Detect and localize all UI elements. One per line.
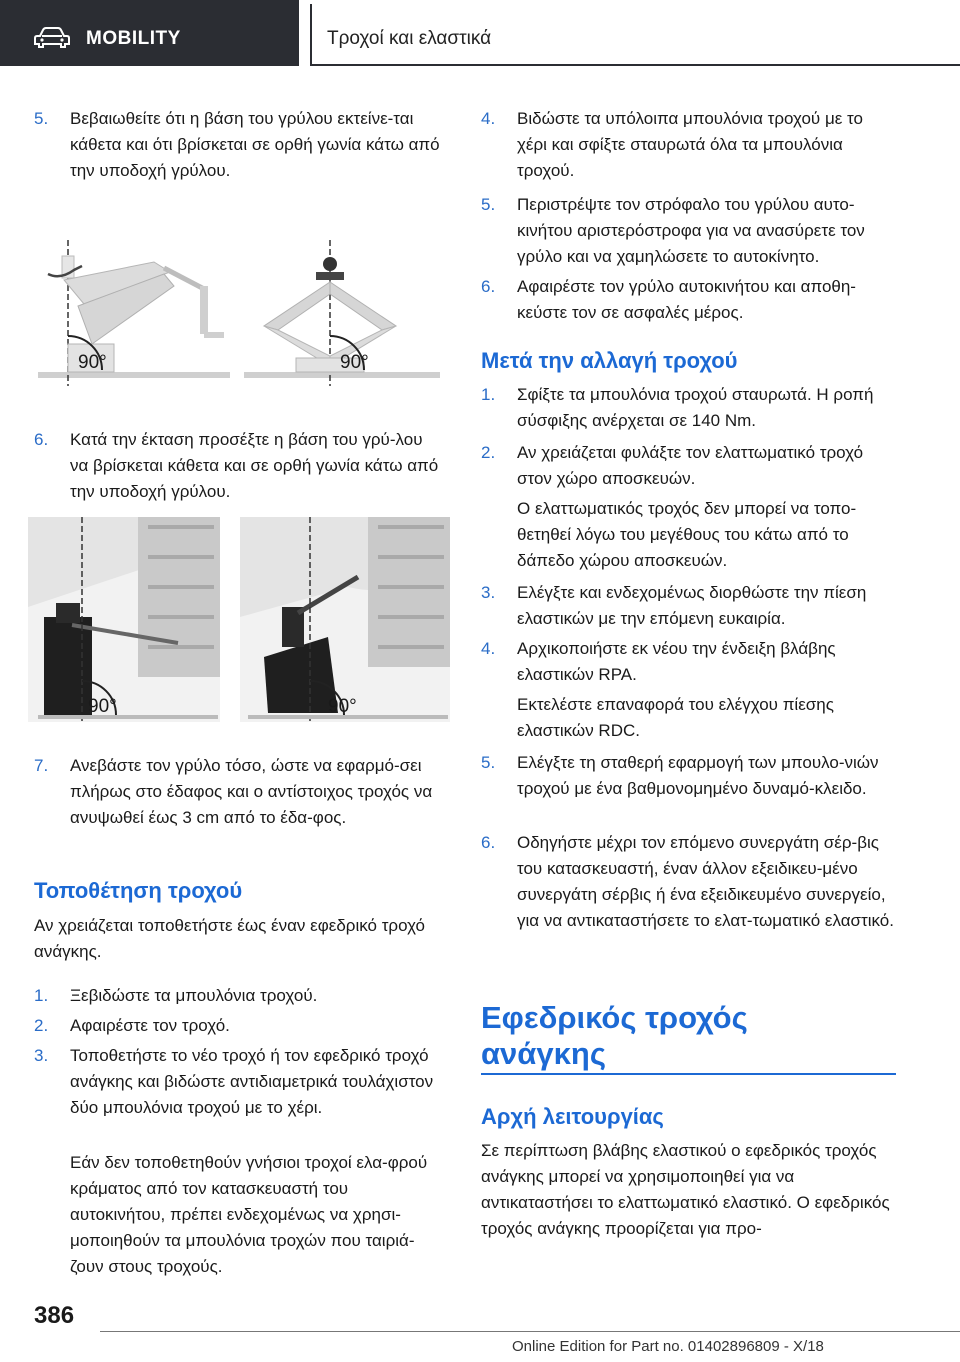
chapter-heading-line1: Εφεδρικός τροχός [481,1000,748,1035]
footer-rule [100,1331,960,1332]
step-number: 2. [34,1016,49,1035]
step-number: 7. [34,756,49,775]
principle-text: Σε περίπτωση βλάβης ελαστικού ο εφεδρικός τροχός ανάγκης μπορεί να χρησιμοποιηθεί για να αντικαταστήσει το ελαττωματικό ελαστικό. Ο εφεδρικός τροχός ανάγκης προορίζεται για προ- [481,1141,890,1238]
header-divider [310,4,312,66]
step-text: Σφίξτε τα μπουλόνια τροχού σταυρωτά. Η ροπή σύσφιξης ανέρχεται σε 140 Nm. [517,385,874,430]
note-text: Εάν δεν τοποθετηθούν γνήσιοι τροχοί ελα-φρού κράματος από τον κατασκευαστή του αυτοκινήτου, πρέπει ενδεχομένως να χρησι-μοποιηθούν τα μπουλόνια τροχών που ταιριά-ζουν στους τροχούς. [70,1153,428,1276]
section-label: MOBILITY [86,28,181,49]
step-number: 5. [34,109,49,128]
step-number: 5. [481,753,496,772]
angle-label: 90° [340,352,369,373]
step-number: 1. [481,385,496,404]
step-number: 6. [481,833,496,852]
jack-arm [330,282,396,330]
step-text: Αν χρειάζεται φυλάξτε τον ελαττωματικό τροχό στον χώρο αποσκευών. [517,443,864,488]
chapter-title: Τροχοί και ελαστικά [327,28,492,49]
step-number: 1. [34,986,49,1005]
jack-head [56,603,80,623]
angle-label: 90° [328,696,357,717]
section-heading-mount: Τοποθέτηση τροχού [34,878,243,903]
angle-label: 90° [78,352,107,373]
step-number: 5. [481,195,496,214]
jack-bolt [323,257,337,271]
step-text: Βεβαιωθείτε ότι η βάση του γρύλου εκτείνε-ται κάθετα και ότι βρίσκεται σε ορθή γωνία κάτω από την υποδοχή γρύλου. [70,109,440,180]
chapter-heading-line2: ανάγκης [481,1036,606,1071]
step-text: Ανεβάστε τον γρύλο τόσο, ώστε να εφαρμό-σει πλήρως στο έδαφος και ο αντίστοιχος τροχός να ανυψωθεί έως 3 cm από το έδα-φος. [70,756,433,827]
header-rule [310,64,960,66]
mount-intro: Αν χρειάζεται τοποθετήστε έως έναν εφεδρικό τροχό ανάγκης. [34,916,426,961]
jack-alignment-figure [34,240,444,388]
step-number: 3. [34,1046,49,1065]
angle-label: 90° [88,696,117,717]
section-heading-principle: Αρχή λειτουργίας [481,1104,664,1129]
step-number: 3. [481,583,496,602]
step-text: Ελέγξτε και ενδεχομένως διορθώστε την πίεση ελαστικών με την επόμενη ευκαιρία. [517,583,867,628]
step-number: 4. [481,639,496,658]
step-text: Οδηγήστε μέχρι τον επόμενο συνεργάτη σέρ-βις του κατασκευαστή, έναν άλλον εξειδικευ-μένο συνεργάτη σέρβις ή ένα εξειδικευμένο συνεργείο, για να αντικαταστήσετε το ελατ-τωματικό ελαστικό. [517,833,894,930]
step-number: 6. [481,277,496,296]
step-text: Βιδώστε τα υπόλοιπα μπουλόνια τροχού με το χέρι και σφίξτε σταυρωτά όλα τα μπουλόνια τροχού. [517,109,863,180]
step-text: Τοποθετήστε το νέο τροχό ή τον εφεδρικό τροχό ανάγκης και βιδώστε αντιδιαμετρικά τουλάχιστον δύο μπουλόνια τροχού με το χέρι. [70,1046,434,1117]
step-number: 4. [481,109,496,128]
car-icon [34,27,70,49]
page-header [0,0,960,66]
section-heading-after: Μετά την αλλαγή τροχού [481,348,738,373]
step-text: Αφαιρέστε τον γρύλο αυτοκινήτου και αποθη-κεύστε τον σε ασφαλές μέρος. [517,277,856,322]
ground-strip [38,372,230,378]
ground-strip [38,715,218,719]
crank-grip [204,332,224,338]
step-text: Αφαιρέστε τον τροχό. [70,1016,230,1035]
edition-note: Online Edition for Part no. 01402896809 - X/18 [512,1338,824,1355]
tire [368,517,450,667]
tire [138,517,220,677]
jack-body [44,617,92,717]
step-text: Αρχικοποιήστε εκ νέου την ένδειξη βλάβης ελαστικών RPA. [517,639,836,684]
note-text: Ο ελαττωματικός τροχός δεν μπορεί να τοπο-θετηθεί λόγω του μεγέθους του κάτω από το δάπεδο χώρου αποσκευών. [517,499,857,570]
jack-under-vehicle-figure [28,517,450,722]
crank-handle [200,286,208,334]
step-number: 6. [34,430,49,449]
step-text: Περιστρέψτε τον στρόφαλο του γρύλου αυτο-κινήτου αριστερόστροφα για να ανασύρετε τον γρύλο και να χαμηλώσετε το αυτοκίνητο. [517,195,865,266]
jack-arm [264,282,330,330]
heading-underline [481,1073,896,1075]
step-number: 2. [481,443,496,462]
page-number: 386 [34,1302,75,1329]
step-text: Ξεβιδώστε τα μπουλόνια τροχού. [70,986,318,1005]
step-text: Ελέγξτε τη σταθερή εφαρμογή των μπουλο-νιών τροχού με ένα βαθμονομημένο δυναμό-κλειδο. [517,753,879,798]
note-text: Εκτελέστε επαναφορά του ελέγχου πίεσης ελαστικών RDC. [517,695,834,740]
jack-saddle [316,272,344,280]
step-text: Κατά την έκταση προσέξτε η βάση του γρύ-λου να βρίσκεται κάθετα και σε ορθή γωνία κάτω από την υποδοχή γρύλου. [70,430,439,501]
section-tab[interactable] [0,0,299,66]
